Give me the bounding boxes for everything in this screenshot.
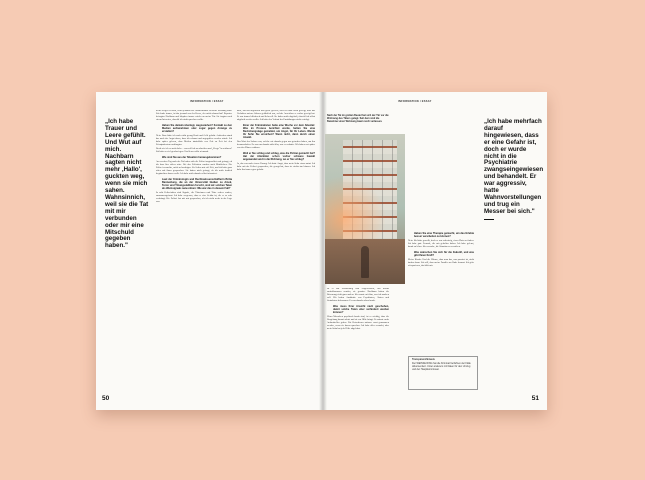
info-box-text: Der WEISSE RING hat die Kriminal-Verfahren der Fälle dokumentiert. Unter anderem mit Daten für den Umzug und der Hauptkommissar.	[412, 361, 471, 371]
paragraph: Ja, das war nach einem Umzug. Ich hatte Angst, dass mein Sohn etwas antut. Ich habe mit der Polizei gesprochen, die gesagt hat, dass sie nichts tun können. Ich habe ihn immer gern gehabt.	[237, 161, 315, 171]
paragraph: ist er mit Schilderung und Ungewissheit, das nachts zurückkommen wurden, sie gerufen. Nachbarn haben die Betreuung sieht ganz anders. Ich wusste mit ihm, was ich machen soll. Wir haben Auskünfte von Psychiatern, Ärzten und Gutachtern bekommen. Er war damals schon krank.	[327, 288, 389, 302]
paragraph: Das Wort des Sohnes war, welche wir damals gegen uns getroffen haben, um ihn herauszuholen. Es war uns damals nicht klar, was er vorhatte. Wir haben erst später von den Plänen erfahren.	[237, 139, 315, 149]
info-box-title: Transparenzhinweis	[412, 358, 435, 361]
pull-quote-text: „Ich habe mehrfach darauf hingewiesen, dass er eine Gefahr ist, doch er wurde nicht in die Psychiatrie zwangseingewiesen und behandelt. Er war aggressiv, hatte Wahnvorstellungen und trug ein Messer bei sich."	[484, 118, 544, 215]
interview-question: Haben Sie eine Therapie gemacht, um das Erlebte besser verarbeiten zu können?	[414, 232, 474, 238]
pull-quote	[484, 119, 542, 223]
page-number: 50	[102, 395, 110, 402]
page-number: 51	[531, 395, 539, 402]
interview-question: Was wünschen Sie sich für die Zukunft, und was gibt Ihnen Kraft?	[414, 250, 474, 257]
interview-question: Einer der Kriminalisten hatte eine Woche vor dem Attentat: Was im Prozess berichtet wurde, hatten Sie eine Bedrohungslage gemeldet, um Angst, für Ihr Leben. Wurde Ihr Sohn Sie erreichen? Wenn nicht, dann durch einen Anwalt.	[243, 123, 315, 139]
interview-question: Was muss Ihrer Ansicht nach geschehen, damit solche Taten eher verhindert werden können?	[333, 304, 389, 314]
shadow-figure	[361, 246, 369, 278]
quote-underline	[484, 219, 494, 220]
paragraph: In acht Polizeiakten sind Signale, die Täterinnen und Täter vorher senden, zusammengefasst. Ich habe vergessen, dass er eine Gefahr ist, die er so sehr verdrängt. Die Polizei hat mit mir gesprochen, als ich nicht mehr in der Lage war.	[156, 190, 232, 203]
paragraph: Am zweiten Tag nach der Tat haben sich die Polizei angemeldet und gefragt, ob ich kurz hier sicher wäre. Bei den Polizisten wurden auch Blutflecken. Die Polizei versuchte, mich zu beruhigen. Sie ließen mir viel Zeit, und ich habe ganz offen mit ihnen gesprochen. Sie hatten mich gefragt, ob ich mich ärztlich begutachten lassen wolle. Ich habe mich danach selbst informiert.	[156, 160, 232, 175]
page-header: INFORMATION / ESSAY	[398, 100, 432, 103]
paragraph: Nein. Ich hätte gewollt, doch es war schwierig, einen Platz zu finden. Ich habe gute Freunde, die mir geholfen haben. Ich habe gelernt, damit zu leben. Ich versuche, die Situation zu verstehen.	[408, 239, 474, 248]
left-page	[96, 92, 320, 410]
text-column-1	[327, 288, 389, 400]
text-column-2	[408, 230, 474, 354]
text-column-1	[156, 110, 232, 400]
paragraph: Nein. Dass hätte ich auch nicht genug Kraft und Geld gehabt. Außerdem stand das nach der Angst davor, dass ich erkannt und angegriffen werden würde. Ich habe später gelesen, dass Medien tatsächlich von Zeit zu Zeit bei den Privatpatienten nachfragten.	[156, 133, 232, 146]
text-column-2	[237, 110, 315, 400]
interview-question: Wie sind Sie aus der Situation herausgekommen?	[162, 156, 222, 160]
interview-question: Weil er Sie schlug und schlug, was die Polizei gemacht hat? Hat der Attentäter schon vorher schwere Gewalt angewendet und in die Richtung, wo er Sie schlug?	[243, 151, 315, 161]
info-box	[408, 356, 478, 390]
building-photo	[325, 134, 405, 284]
pull-quote: „Ich habe Trauer und Leere gefühlt. Und Wut auf mich. Nachbarn sagten nicht mehr ‚Hallo', guckten weg, wenn sie mich sahen. Wahnsinnich, weil sie die Tat mit mir verbunden oder mir eine Mitschuld gegeben haben."	[105, 118, 149, 250]
interview-question: Haben Sie damals überlegt, wegzuziehen? Kontakt zu den Medien aufzunehmen oder sogar gegen Anzeige zu erstatten?	[162, 123, 232, 133]
magazine-spread	[96, 92, 547, 410]
page-header: INFORMATION / ESSAY	[190, 100, 224, 103]
paragraph: Meine Kinder. Und die Wärme, dass man das, was passiert ist, nicht ändern kann. Ich will, dass meine Familie zur Ruhe kommt. Ich gehe oft spazieren, das hilft mir.	[408, 257, 474, 267]
paragraph: Doch wie ich es auch drehe – was soll ich an schreiben und „Zeuge" bezeichnen? Ich habe so viel geschwiegen. Und lesen sollte niemand.	[156, 147, 232, 154]
paragraph: Wenn Menschen psychisch krank sind, ist es wichtig, dass die Umgebung darauf achtet und sie zur Hilfe bringt. Es müsste mehr Anlaufstellen geben. Die Betroffenen müssen ernst genommen werden, wenn sie davon sprechen. Ich habe alles versucht, aber mein Sohn hat jede Hilfe abgelehnt.	[327, 314, 389, 330]
paragraph: habe, hat mir angeboten und gerne gelesen, aber ich habe nicht gezeigt, dass das Verhalten meines Sohnes gefährlich war, welche Anzeichen er vorher gezeigt hat. Er war immer hilfsbereit und liebevoll. Sie haben mich abgeholt, obwohl ich selbst abgeholt werden wollte. Ich habe den Verlauf der Ermittlungen nicht verfolgt.	[237, 110, 315, 121]
photo-caption: Nach der Tat im großen Beutel hat sich der Tür vor die Wohnung des Täters gelegt. Seit dem sind die Bewohner einer Wohnung kaum noch verlassen.	[327, 114, 389, 123]
interview-question: Laut der Kriminologin und Rechtswissenschaftlerin Britta Bannenberg, die an der Universität Gießen zu Amok, Terror und Tötungsdelikten forscht, sind wir solchen Taten als Warnsignale zuzuordnen: Wie war das in diesem Fall?	[162, 177, 232, 190]
paragraph: heute wiegen er mich, wenn jemand eine Handelsmarke in meine Richtung fährt. Ich denke immer, ist das jemand von der Presse, der mich erkannt hat? Reporter befragten Nachbarn und klopften immer wieder an meine Tür. Sie fragten nach einem Interview, obwohl ich nicht sprechen wollte.	[156, 110, 232, 121]
right-page	[324, 92, 547, 410]
